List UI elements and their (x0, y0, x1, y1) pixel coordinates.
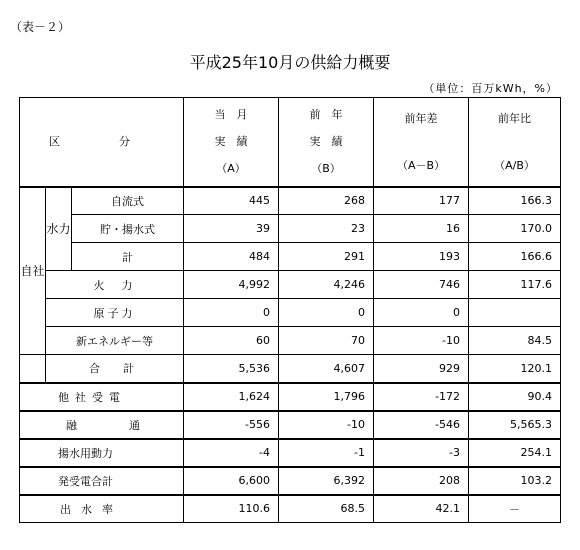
cell-ratio: 166.3 (469, 187, 561, 215)
row-label: 原子力 (46, 299, 184, 327)
cell-difference: -172 (374, 383, 469, 411)
cell-ratio: 120.1 (469, 355, 561, 383)
cell-current: -556 (184, 411, 279, 439)
cell-ratio: 170.0 (469, 215, 561, 243)
cell-current: 6,600 (184, 467, 279, 495)
cell-ratio (469, 299, 561, 327)
cell-previous: 4,246 (279, 271, 374, 299)
cell-ratio: 103.2 (469, 467, 561, 495)
cell-difference: 746 (374, 271, 469, 299)
row-label: 発受電合計 (20, 467, 184, 495)
row-label: 貯・揚水式 (72, 215, 184, 243)
supply-summary-table (19, 97, 561, 523)
cell-difference: 42.1 (374, 495, 469, 523)
cell-previous: -10 (279, 411, 374, 439)
group-own-company: 自社 (20, 187, 46, 355)
table-row (20, 383, 561, 411)
cell-difference: -10 (374, 327, 469, 355)
header-year-ratio: 前年比 （A/B） (469, 98, 561, 187)
table-row (20, 439, 561, 467)
cell-current: 39 (184, 215, 279, 243)
cell-current: 110.6 (184, 495, 279, 523)
row-label: 火 力 (46, 271, 184, 299)
cell-current: 4,992 (184, 271, 279, 299)
row-label: 新エネルギー等 (46, 327, 184, 355)
cell-current: 0 (184, 299, 279, 327)
table-row (20, 187, 561, 215)
page-title: 平成25年10月の供給力概要 (189, 53, 391, 72)
cell-difference: 177 (374, 187, 469, 215)
cell-previous: 291 (279, 243, 374, 271)
cell-ratio: 254.1 (469, 439, 561, 467)
cell-difference: 16 (374, 215, 469, 243)
cell-current: 5,536 (184, 355, 279, 383)
row-label: 合 計 (46, 355, 184, 383)
cell-previous: 4,607 (279, 355, 374, 383)
row-label: 計 (72, 243, 184, 271)
cell-difference: -546 (374, 411, 469, 439)
table-row (20, 299, 561, 327)
cell-ratio: 84.5 (469, 327, 561, 355)
cell-previous: 268 (279, 187, 374, 215)
table-row (20, 355, 561, 383)
table-row (20, 243, 561, 271)
cell-ratio: 166.6 (469, 243, 561, 271)
cell-current: 484 (184, 243, 279, 271)
cell-difference: 929 (374, 355, 469, 383)
cell-previous: 68.5 (279, 495, 374, 523)
cell-difference: 0 (374, 299, 469, 327)
cell-current: 60 (184, 327, 279, 355)
cell-current: 1,624 (184, 383, 279, 411)
cell-difference: 193 (374, 243, 469, 271)
table-row (20, 271, 561, 299)
row-label: 出水率 (20, 495, 184, 523)
header-row (20, 98, 561, 187)
table-label: （表－２） (10, 20, 71, 34)
cell-previous: 0 (279, 299, 374, 327)
header-category: 区 分 (20, 98, 184, 187)
unit-note: （単位：百万kWh，%） (423, 82, 558, 95)
table-row (20, 411, 561, 439)
cell-ratio: － (469, 495, 561, 523)
cell-current: -4 (184, 439, 279, 467)
table-row (20, 327, 561, 355)
cell-previous: 70 (279, 327, 374, 355)
group-hydro: 水力 (46, 187, 72, 271)
cell-difference: 208 (374, 467, 469, 495)
cell-previous: 23 (279, 215, 374, 243)
cell-difference: -3 (374, 439, 469, 467)
header-year-difference: 前年差 （A－B） (374, 98, 469, 187)
table-row (20, 467, 561, 495)
header-previous-year: 前 年 実 績 （B） (279, 98, 374, 187)
cell-previous: -1 (279, 439, 374, 467)
cell-ratio: 5,565.3 (469, 411, 561, 439)
row-label: 自流式 (72, 187, 184, 215)
cell-ratio: 117.6 (469, 271, 561, 299)
header-current-month: 当 月 実 績 （A） (184, 98, 279, 187)
row-label: 他社受電 (20, 383, 184, 411)
table-row (20, 495, 561, 523)
cell-previous: 1,796 (279, 383, 374, 411)
cell-previous: 6,392 (279, 467, 374, 495)
table-row (20, 215, 561, 243)
row-label: 揚水用動力 (20, 439, 184, 467)
cell-ratio: 90.4 (469, 383, 561, 411)
cell-current: 445 (184, 187, 279, 215)
row-label: 融 通 (20, 411, 184, 439)
